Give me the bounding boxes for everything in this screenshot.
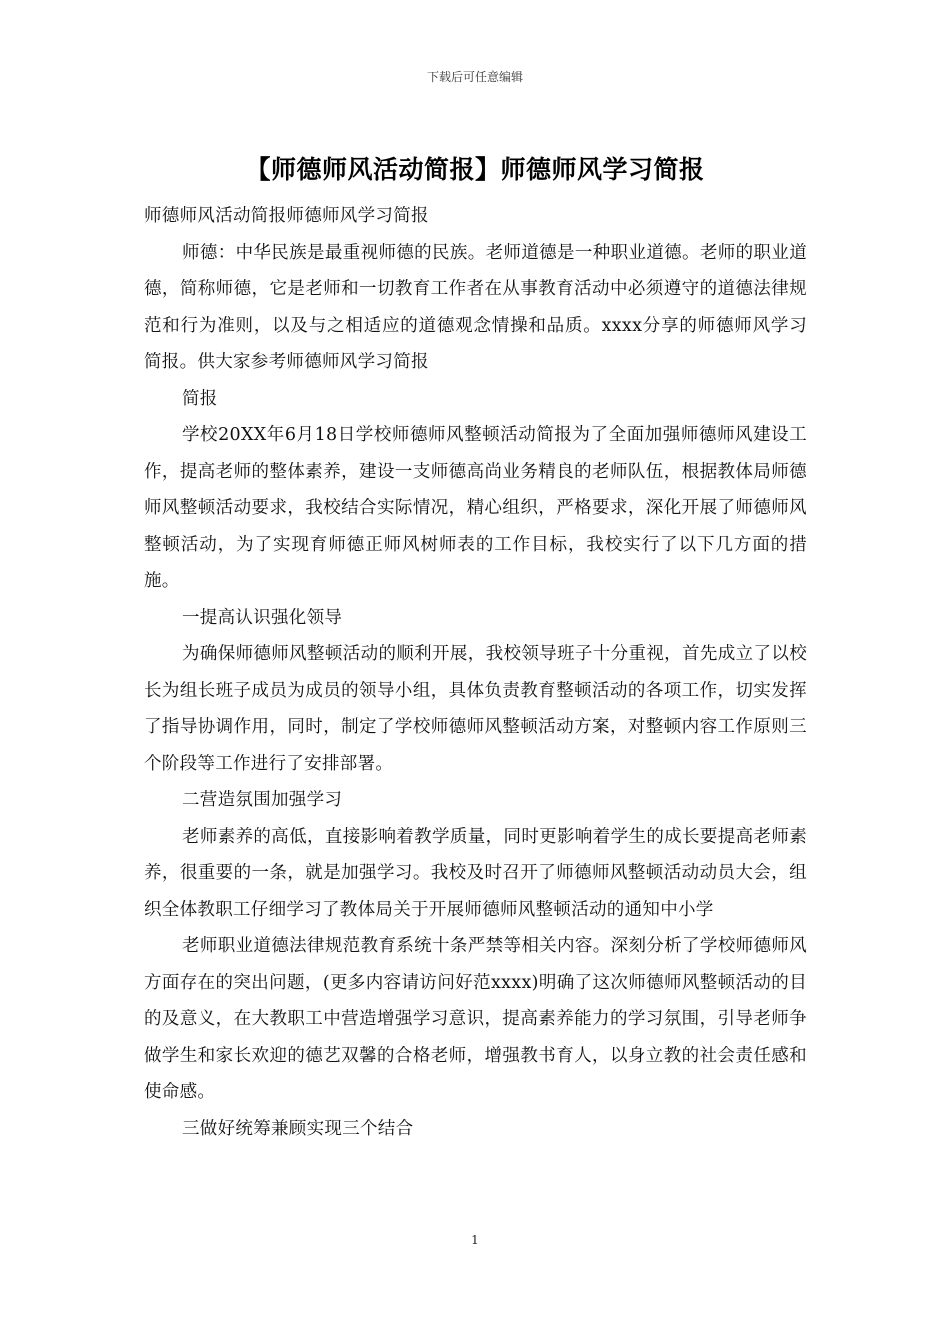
document-body (144, 198, 807, 1147)
header-note: 下载后可任意编辑 (426, 70, 523, 84)
page-number: 1 (471, 1233, 479, 1247)
paragraph-section-1: 为确保师德师风整顿活动的顺利开展，我校领导班子十分重视，首先成立了以校长为组长班子成员为成员的领导小组，具体负责教育整顿活动的各项工作，切实发挥了指导协调作用，同时，制定了学校师德师风整顿活动方案，对整顿内容工作原则三个阶段等工作进行了安排部署。 (144, 644, 807, 774)
paragraph-heading-briefing: 简报 (182, 388, 218, 409)
section-heading-2: 二营造氛围加强学习 (182, 790, 343, 810)
section-heading-3: 三做好统筹兼顾实现三个结合 (182, 1118, 414, 1139)
paragraph-section-2a: 老师素养的高低，直接影响着教学质量，同时更影响着学生的成长要提高老师素养，很重要的一条，就是加强学习。我校及时召开了师德师风整顿活动动员大会，组织全体教职工仔细学习了教体局关于开展师德师风整顿活动的通知中小学 (144, 826, 807, 920)
section-heading-1: 一提高认识强化领导 (182, 607, 343, 628)
paragraph-intro: 师德：中华民族是最重视师德的民族。老师道德是一种职业道德。老师的职业道德，简称师德，它是老师和一切教育工作者在从事教育活动中必须遵守的道德法律规范和行为准则，以及与之相适应的道德观念情操和品质。xxxx分享的师德师风学习简报。供大家参考师德师风学习简报 (144, 242, 807, 372)
subtitle-line: 师德师风活动简报师德师风学习简报 (144, 206, 429, 226)
document-title: 【师德师风活动简报】师德师风学习简报 (245, 155, 705, 184)
paragraph-section-2b: 老师职业道德法律规范教育系统十条严禁等相关内容。深刻分析了学校师德师风方面存在的突出问题，(更多内容请访问好范xxxx)明确了这次师德师风整顿活动的目的及意义，在大教职工中营造增强学习意识，提高素养能力的学习氛围，引导老师争做学生和家长欢迎的德艺双馨的合格老师，增强教书育人，以身立教的社会责任感和使命感。 (144, 936, 807, 1102)
paragraph-school-briefing: 学校20XX年6月18日学校师德师风整顿活动简报为了全面加强师德师风建设工作，提高老师的整体素养，建设一支师德高尚业务精良的老师队伍，根据教体局师德师风整顿活动要求，我校结合实际情况，精心组织，严格要求，深化开展了师德师风整顿活动，为了实现育师德正师风树师表的工作目标，我校实行了以下几方面的措施。 (144, 425, 807, 591)
